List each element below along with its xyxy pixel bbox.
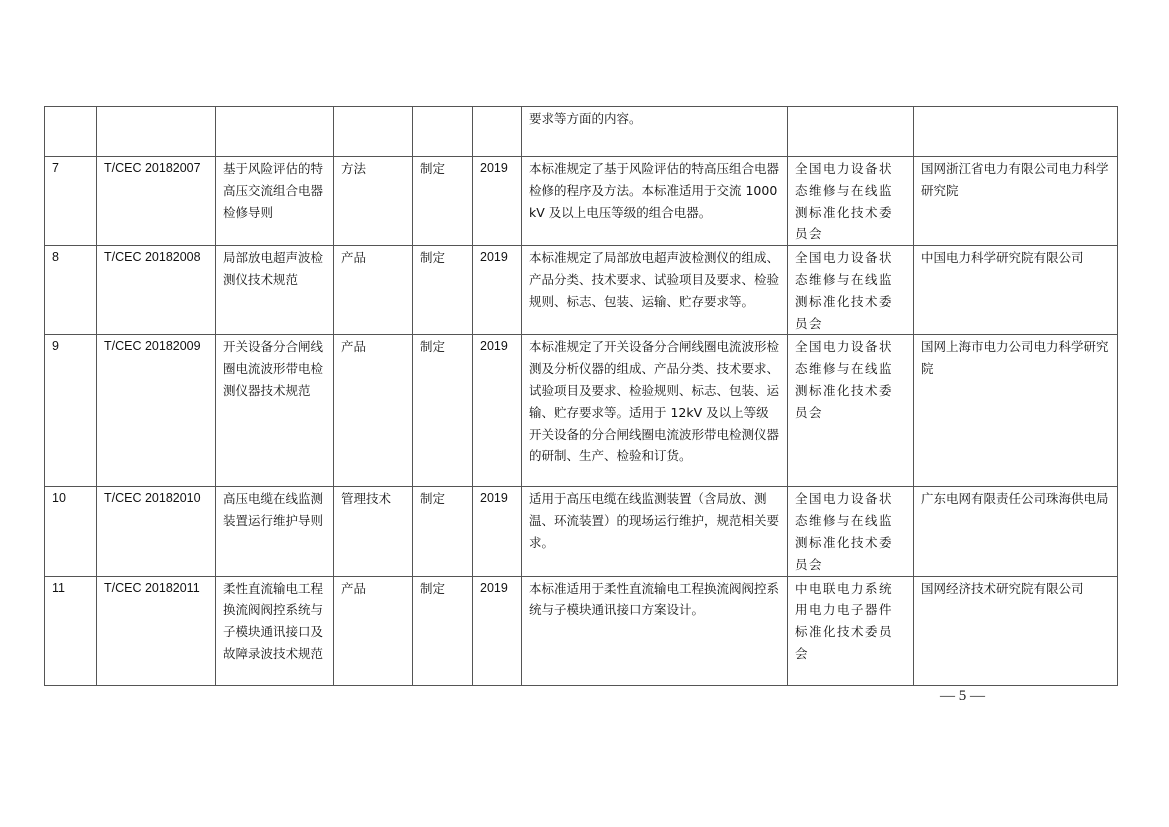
cell-scope: 要求等方面的内容。 — [522, 107, 788, 157]
cell-name — [216, 107, 334, 157]
cell-type: 产品 — [334, 335, 413, 487]
cell-code: T/CEC 20182009 — [97, 335, 216, 487]
cell-committee: 全国电力设备状态维修与在线监测标准化技术委员会 — [788, 157, 914, 246]
cell-year: 2019 — [473, 246, 522, 335]
cell-type — [334, 107, 413, 157]
cell-status: 制定 — [413, 335, 473, 487]
cell-year: 2019 — [473, 576, 522, 685]
standards-table — [44, 106, 1118, 686]
table-row — [45, 157, 1118, 246]
cell-org: 国网经济技术研究院有限公司 — [914, 576, 1118, 685]
cell-status: 制定 — [413, 487, 473, 576]
cell-no: 8 — [45, 246, 97, 335]
cell-no — [45, 107, 97, 157]
table-row — [45, 335, 1118, 487]
cell-year: 2019 — [473, 157, 522, 246]
cell-committee: 中电联电力系统用电力电子器件标准化技术委员会 — [788, 576, 914, 685]
cell-scope: 本标准规定了基于风险评估的特高压组合电器检修的程序及方法。本标准适用于交流 1000kV 及以上电压等级的组合电器。 — [522, 157, 788, 246]
cell-scope: 适用于高压电缆在线监测装置（含局放、测温、环流装置）的现场运行维护，规范相关要求。 — [522, 487, 788, 576]
cell-no: 10 — [45, 487, 97, 576]
cell-committee — [788, 107, 914, 157]
cell-type: 产品 — [334, 576, 413, 685]
cell-code: T/CEC 20182007 — [97, 157, 216, 246]
cell-name: 基于风险评估的特高压交流组合电器检修导则 — [216, 157, 334, 246]
cell-status: 制定 — [413, 576, 473, 685]
cell-code: T/CEC 20182011 — [97, 576, 216, 685]
cell-code — [97, 107, 216, 157]
cell-no: 11 — [45, 576, 97, 685]
cell-no: 9 — [45, 335, 97, 487]
cell-committee: 全国电力设备状态维修与在线监测标准化技术委员会 — [788, 335, 914, 487]
cell-name: 柔性直流输电工程换流阀阀控系统与子模块通讯接口及故障录波技术规范 — [216, 576, 334, 685]
cell-status: 制定 — [413, 157, 473, 246]
cell-org: 国网上海市电力公司电力科学研究院 — [914, 335, 1118, 487]
cell-year — [473, 107, 522, 157]
cell-org: 广东电网有限责任公司珠海供电局 — [914, 487, 1118, 576]
cell-year: 2019 — [473, 487, 522, 576]
page-number: — 5 — — [940, 688, 985, 704]
table-row-continuation — [45, 107, 1118, 157]
cell-committee: 全国电力设备状态维修与在线监测标准化技术委员会 — [788, 487, 914, 576]
cell-code: T/CEC 20182008 — [97, 246, 216, 335]
cell-name: 局部放电超声波检测仪技术规范 — [216, 246, 334, 335]
cell-org: 中国电力科学研究院有限公司 — [914, 246, 1118, 335]
cell-scope: 本标准规定了局部放电超声波检测仪的组成、产品分类、技术要求、试验项目及要求、检验规则、标志、包装、运输、贮存要求等。 — [522, 246, 788, 335]
cell-status: 制定 — [413, 246, 473, 335]
cell-no: 7 — [45, 157, 97, 246]
cell-year: 2019 — [473, 335, 522, 487]
cell-name: 开关设备分合闸线圈电流波形带电检测仪器技术规范 — [216, 335, 334, 487]
table-row — [45, 487, 1118, 576]
table-row — [45, 576, 1118, 685]
cell-org: 国网浙江省电力有限公司电力科学研究院 — [914, 157, 1118, 246]
cell-status — [413, 107, 473, 157]
cell-type: 产品 — [334, 246, 413, 335]
cell-type: 管理技术 — [334, 487, 413, 576]
cell-scope: 本标准适用于柔性直流输电工程换流阀阀控系统与子模块通讯接口方案设计。 — [522, 576, 788, 685]
cell-type: 方法 — [334, 157, 413, 246]
cell-code: T/CEC 20182010 — [97, 487, 216, 576]
table-row — [45, 246, 1118, 335]
cell-scope: 本标准规定了开关设备分合闸线圈电流波形检测及分析仪器的组成、产品分类、技术要求、试验项目及要求、检验规则、标志、包装、运输、贮存要求等。适用于 12kV 及以上等级开关设备的分合闸线圈电流波形带电检测仪器的研制、生产、检验和订货。 — [522, 335, 788, 487]
cell-org — [914, 107, 1118, 157]
cell-name: 高压电缆在线监测装置运行维护导则 — [216, 487, 334, 576]
cell-committee: 全国电力设备状态维修与在线监测标准化技术委员会 — [788, 246, 914, 335]
